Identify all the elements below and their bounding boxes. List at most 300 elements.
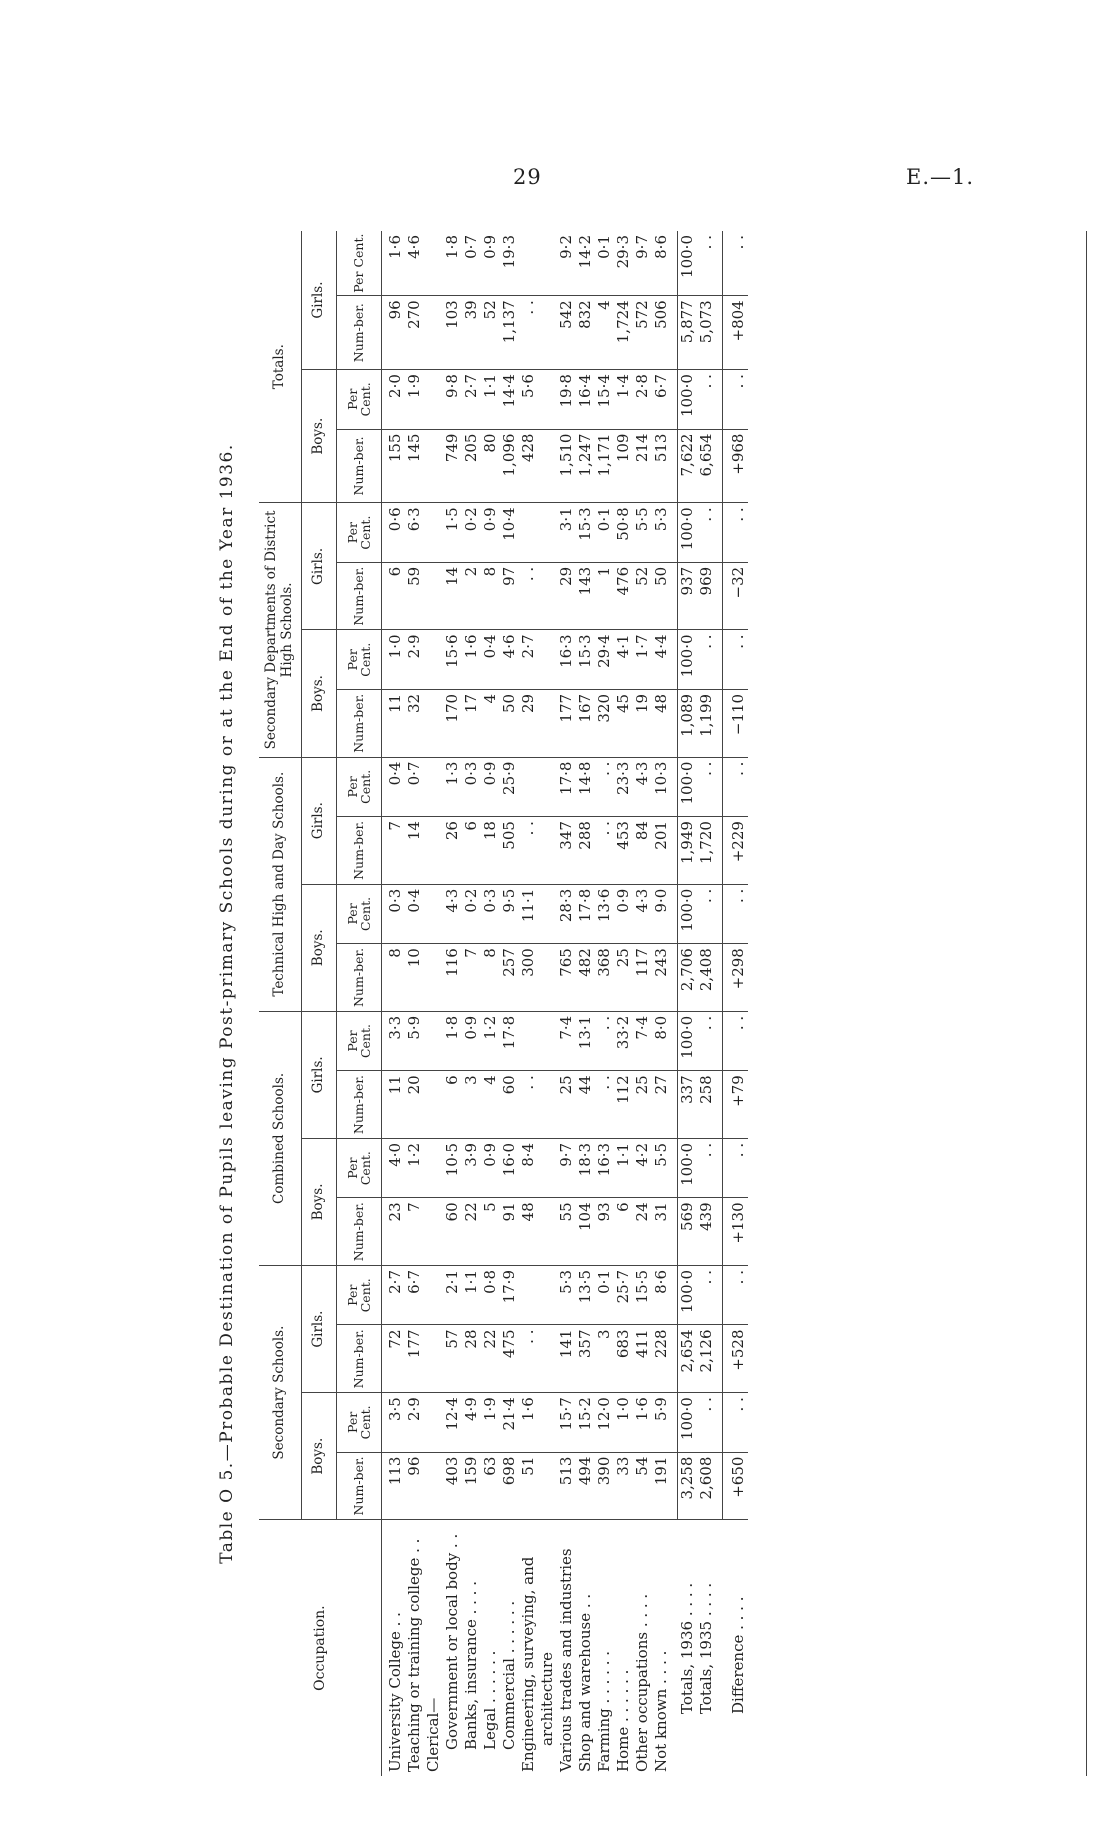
number-cell: 1,199 <box>697 689 716 757</box>
number-cell: 513 <box>652 429 671 503</box>
percent-cell <box>519 1266 538 1326</box>
number-cell: 44 <box>576 1071 595 1139</box>
percent-cell <box>538 503 557 563</box>
percent-cell: 100·0 <box>678 231 698 296</box>
number-cell <box>424 1325 443 1393</box>
number-cell <box>424 1071 443 1139</box>
percent-cell: 0·7 <box>462 231 481 296</box>
number-cell: +130 <box>723 1198 749 1266</box>
number-cell: 11 <box>382 1071 406 1139</box>
number-cell: 84 <box>633 817 652 885</box>
percent-column-header: Per Cent. <box>337 1266 382 1326</box>
group-header-technical: Technical High and Day Schools. <box>259 757 302 1011</box>
percent-cell <box>538 630 557 689</box>
occupation-label: Government or local body . . <box>443 1533 461 1750</box>
occupation-label: Totals, 1936 . . . . <box>677 1582 696 1714</box>
boys-subheader: Boys. <box>302 630 337 757</box>
percent-cell: . . <box>697 231 716 296</box>
number-cell: 403 <box>443 1452 462 1520</box>
number-cell: 390 <box>595 1452 614 1520</box>
number-cell: 205 <box>462 429 481 503</box>
percent-cell: 4·4 <box>652 630 671 689</box>
percent-cell: 1·1 <box>614 1138 633 1197</box>
percent-cell: 4·0 <box>382 1138 406 1197</box>
percent-cell <box>424 1266 443 1326</box>
occupation-header: Occupation. <box>259 1520 382 1776</box>
table-row <box>576 231 595 1776</box>
percent-cell <box>538 1393 557 1452</box>
number-cell: 7 <box>405 1198 424 1266</box>
percent-cell <box>538 231 557 296</box>
number-cell: 1,137 <box>500 296 519 370</box>
number-cell: 11 <box>382 689 406 757</box>
number-cell: 5,073 <box>697 296 716 370</box>
number-cell: 93 <box>595 1198 614 1266</box>
percent-cell: 2·7 <box>519 630 538 689</box>
number-cell: 749 <box>443 429 462 503</box>
number-cell: 177 <box>557 689 576 757</box>
percent-cell: 16·0 <box>500 1138 519 1197</box>
number-cell: 1,720 <box>697 817 716 885</box>
percent-cell <box>519 503 538 563</box>
number-cell: +298 <box>723 944 749 1012</box>
number-cell: 300 <box>519 944 538 1012</box>
occupation-label: architecture <box>538 1651 556 1746</box>
percent-cell: . . <box>697 1393 716 1452</box>
percent-cell: 3·5 <box>382 1393 406 1452</box>
page-reference: E.—1. <box>906 165 975 189</box>
number-cell: 96 <box>382 296 406 370</box>
occupation-label: Home . . . . . . <box>614 1669 632 1772</box>
number-column-header: Num-ber. <box>337 562 382 630</box>
number-cell: 258 <box>697 1071 716 1139</box>
percent-cell: 4·3 <box>633 884 652 943</box>
percent-cell <box>424 884 443 943</box>
percent-cell: 0·1 <box>595 503 614 563</box>
percent-cell <box>519 1011 538 1070</box>
percent-cell: 0·9 <box>481 1138 500 1197</box>
destination-table <box>259 231 748 1776</box>
number-cell: 494 <box>576 1452 595 1520</box>
percent-cell: . . <box>697 370 716 429</box>
number-cell: +229 <box>723 817 749 885</box>
percent-cell: 13·6 <box>595 884 614 943</box>
percent-cell: 1·1 <box>462 1266 481 1326</box>
percent-cell: 11·1 <box>519 884 538 943</box>
number-cell: 4 <box>481 1071 500 1139</box>
percent-cell <box>538 370 557 429</box>
number-cell <box>424 429 443 503</box>
percent-cell: . . <box>723 503 749 563</box>
percent-cell: 0·9 <box>481 503 500 563</box>
percent-column-header: Per Cent. <box>337 1138 382 1197</box>
number-cell: 368 <box>595 944 614 1012</box>
percent-cell: 16·4 <box>576 370 595 429</box>
percent-cell <box>538 757 557 817</box>
occupation-label: Shop and warehouse . . <box>576 1593 594 1772</box>
number-cell: 4 <box>595 296 614 370</box>
percent-cell: 15·4 <box>595 370 614 429</box>
percent-cell: 1·0 <box>614 1393 633 1452</box>
table-row <box>723 231 749 1776</box>
number-cell: 453 <box>614 817 633 885</box>
percent-cell: 0·9 <box>614 884 633 943</box>
percent-cell: 0·7 <box>405 757 424 817</box>
number-cell: 25 <box>633 1071 652 1139</box>
number-cell <box>538 1325 557 1393</box>
percent-cell <box>424 370 443 429</box>
number-cell: 288 <box>576 817 595 885</box>
number-column-header: Num-ber. <box>337 296 382 370</box>
percent-cell: 4·6 <box>500 630 519 689</box>
number-cell: 96 <box>405 1452 424 1520</box>
percent-cell: 9·8 <box>443 370 462 429</box>
table-row <box>652 231 671 1776</box>
table-row <box>443 231 462 1776</box>
number-cell: 29 <box>519 689 538 757</box>
number-cell <box>538 944 557 1012</box>
percent-cell: 100·0 <box>678 1011 698 1070</box>
percent-cell: 2·7 <box>382 1266 406 1326</box>
girls-subheader: Girls. <box>302 1011 337 1138</box>
number-cell: 6 <box>382 562 406 630</box>
boys-subheader: Boys. <box>302 1138 337 1265</box>
percent-cell: . . <box>595 1011 614 1070</box>
girls-subheader: Girls. <box>302 757 337 884</box>
percent-cell: 50·8 <box>614 503 633 563</box>
percent-cell: 4·9 <box>462 1393 481 1452</box>
number-cell: 60 <box>443 1198 462 1266</box>
number-cell: 143 <box>576 562 595 630</box>
number-cell <box>538 1071 557 1139</box>
number-cell: 48 <box>519 1198 538 1266</box>
group-header-district-high: Secondary Departments of District High Schools. <box>259 503 302 757</box>
number-column-header: Num-ber. <box>337 1071 382 1139</box>
percent-cell: 12·0 <box>595 1393 614 1452</box>
percent-cell: 15·6 <box>443 630 462 689</box>
percent-cell: 6·7 <box>405 1266 424 1326</box>
number-cell: 765 <box>557 944 576 1012</box>
number-cell: 476 <box>614 562 633 630</box>
percent-cell: 100·0 <box>678 1266 698 1326</box>
occupation-label: Engineering, surveying, and <box>519 1556 537 1772</box>
percent-cell: 9·5 <box>500 884 519 943</box>
table-row <box>500 231 519 1776</box>
number-cell: 2,408 <box>697 944 716 1012</box>
percent-cell: 2·1 <box>443 1266 462 1326</box>
percent-cell: . . <box>697 503 716 563</box>
percent-cell: 2·9 <box>405 1393 424 1452</box>
percent-cell: 15·3 <box>576 503 595 563</box>
percent-cell <box>424 1011 443 1070</box>
number-cell: 52 <box>633 562 652 630</box>
percent-cell: 0·4 <box>405 884 424 943</box>
number-cell <box>424 689 443 757</box>
percent-cell: . . <box>723 1393 749 1452</box>
percent-cell: 17·8 <box>576 884 595 943</box>
number-cell: 51 <box>519 1452 538 1520</box>
table-row <box>462 231 481 1776</box>
percent-cell: . . <box>723 1011 749 1070</box>
number-cell: . . <box>595 817 614 885</box>
percent-cell: 10·5 <box>443 1138 462 1197</box>
number-cell <box>424 296 443 370</box>
number-cell: 18 <box>481 817 500 885</box>
percent-cell: 4·6 <box>405 231 424 296</box>
number-cell <box>538 429 557 503</box>
number-cell: 109 <box>614 429 633 503</box>
percent-cell: 0·4 <box>382 757 406 817</box>
number-cell: −32 <box>723 562 749 630</box>
number-cell: 347 <box>557 817 576 885</box>
percent-cell: . . <box>697 1138 716 1197</box>
percent-cell: 0·2 <box>462 884 481 943</box>
number-cell: 482 <box>576 944 595 1012</box>
number-cell: 439 <box>697 1198 716 1266</box>
percent-cell <box>424 1138 443 1197</box>
group-header-totals: Totals. <box>259 231 302 503</box>
number-cell: 320 <box>595 689 614 757</box>
table-row <box>405 231 424 1776</box>
page-number: 29 <box>513 165 542 189</box>
occupation-label: Other occupations . . . . <box>633 1593 651 1772</box>
percent-column-header: Per Cent. <box>337 1393 382 1452</box>
occupation-label: Totals, 1935 . . . . <box>697 1582 715 1714</box>
number-cell: 14 <box>443 562 462 630</box>
percent-cell: 17·8 <box>500 1011 519 1070</box>
number-cell: 54 <box>633 1452 652 1520</box>
number-cell: 5,877 <box>678 296 698 370</box>
percent-cell: 6·3 <box>405 503 424 563</box>
percent-cell: 14·4 <box>500 370 519 429</box>
table-row <box>614 231 633 1776</box>
percent-cell: . . <box>697 884 716 943</box>
number-cell: 31 <box>652 1198 671 1266</box>
number-cell <box>424 1452 443 1520</box>
percent-cell: 12·4 <box>443 1393 462 1452</box>
number-cell: . . <box>519 296 538 370</box>
percent-cell: 1·8 <box>443 1011 462 1070</box>
percent-cell: 0·8 <box>481 1266 500 1326</box>
number-cell: 7,622 <box>678 429 698 503</box>
percent-cell: 5·9 <box>652 1393 671 1452</box>
number-cell: 937 <box>678 562 698 630</box>
number-cell: 3 <box>595 1325 614 1393</box>
number-cell: 1 <box>595 562 614 630</box>
percent-cell: 1·6 <box>462 630 481 689</box>
number-cell: 257 <box>500 944 519 1012</box>
percent-column-header: Per Cent. <box>337 231 382 296</box>
percent-cell: . . <box>723 1266 749 1326</box>
number-cell: 2 <box>462 562 481 630</box>
number-cell: 117 <box>633 944 652 1012</box>
percent-cell: 2·9 <box>405 630 424 689</box>
percent-cell <box>538 1138 557 1197</box>
percent-cell: 21·4 <box>500 1393 519 1452</box>
occupation-label: Farming . . . . . . <box>595 1650 613 1772</box>
occupation-label: University College . . <box>385 1612 404 1772</box>
percent-cell: 1·9 <box>405 370 424 429</box>
number-cell: 26 <box>443 817 462 885</box>
number-cell: 214 <box>633 429 652 503</box>
percent-cell: 100·0 <box>678 503 698 563</box>
number-cell: 23 <box>382 1198 406 1266</box>
percent-cell: 0·9 <box>462 1011 481 1070</box>
number-cell: 6 <box>614 1198 633 1266</box>
number-cell: 17 <box>462 689 481 757</box>
number-cell: 4 <box>481 689 500 757</box>
percent-cell: 8·6 <box>652 1266 671 1326</box>
percent-cell <box>424 503 443 563</box>
number-cell: 1,510 <box>557 429 576 503</box>
number-cell: +650 <box>723 1452 749 1520</box>
occupation-label: Various trades and industries <box>557 1548 575 1772</box>
percent-cell: 15·3 <box>576 630 595 689</box>
number-cell: 2,706 <box>678 944 698 1012</box>
number-cell: 22 <box>462 1198 481 1266</box>
number-cell: . . <box>595 1071 614 1139</box>
percent-cell: . . <box>595 757 614 817</box>
percent-cell: 100·0 <box>678 1393 698 1452</box>
number-cell: . . <box>519 562 538 630</box>
number-cell: 3,258 <box>678 1452 698 1520</box>
percent-cell: 5·5 <box>633 503 652 563</box>
percent-cell: 3·3 <box>382 1011 406 1070</box>
percent-cell: 1·2 <box>405 1138 424 1197</box>
percent-cell: 8·6 <box>652 231 671 296</box>
table-row <box>481 231 500 1776</box>
number-cell: 505 <box>500 817 519 885</box>
percent-cell: 25·9 <box>500 757 519 817</box>
occupation-label: Commercial . . . . . . <box>500 1600 518 1750</box>
percent-cell: 7·4 <box>557 1011 576 1070</box>
number-cell: 201 <box>652 817 671 885</box>
percent-column-header: Per Cent. <box>337 884 382 943</box>
percent-cell: 13·1 <box>576 1011 595 1070</box>
table-row <box>697 231 716 1776</box>
number-cell: 2,654 <box>678 1325 698 1393</box>
rotated-table-region <box>217 231 1094 1776</box>
percent-column-header: Per Cent. <box>337 370 382 429</box>
percent-cell <box>424 630 443 689</box>
number-cell: 1,724 <box>614 296 633 370</box>
bottom-rule <box>1086 231 1087 1776</box>
number-cell: 59 <box>405 562 424 630</box>
number-cell: 50 <box>652 562 671 630</box>
percent-cell: 17·8 <box>557 757 576 817</box>
percent-cell: 19·8 <box>557 370 576 429</box>
percent-cell: 5·3 <box>557 1266 576 1326</box>
number-cell: 243 <box>652 944 671 1012</box>
percent-cell: 100·0 <box>678 757 698 817</box>
percent-cell: 33·2 <box>614 1011 633 1070</box>
number-cell: . . <box>519 1071 538 1139</box>
percent-cell: 1·3 <box>443 757 462 817</box>
number-cell <box>538 817 557 885</box>
percent-cell: 18·3 <box>576 1138 595 1197</box>
percent-cell: 1·1 <box>481 370 500 429</box>
occupation-label: Clerical— <box>424 1697 442 1772</box>
percent-cell: 0·1 <box>595 1266 614 1326</box>
boys-subheader: Boys. <box>302 1393 337 1520</box>
number-cell: 228 <box>652 1325 671 1393</box>
percent-cell: 17·9 <box>500 1266 519 1326</box>
number-cell: 103 <box>443 296 462 370</box>
percent-cell: 3·1 <box>557 503 576 563</box>
number-cell <box>538 1198 557 1266</box>
occupation-label: Difference . . . . <box>728 1596 747 1714</box>
number-cell <box>424 562 443 630</box>
number-cell: 7 <box>382 817 406 885</box>
boys-subheader: Boys. <box>302 884 337 1011</box>
number-cell: 7 <box>462 944 481 1012</box>
percent-cell: 1·6 <box>382 231 406 296</box>
percent-cell: 1·4 <box>614 370 633 429</box>
girls-subheader: Girls. <box>302 1266 337 1393</box>
number-cell: 5 <box>481 1198 500 1266</box>
number-cell: 2,126 <box>697 1325 716 1393</box>
percent-cell: 0·1 <box>595 231 614 296</box>
percent-cell <box>538 1266 557 1326</box>
number-cell: 22 <box>481 1325 500 1393</box>
percent-cell: 1·5 <box>443 503 462 563</box>
occupation-label: Teaching or training college . . <box>405 1538 423 1772</box>
table-row <box>678 231 698 1776</box>
percent-cell: 25·7 <box>614 1266 633 1326</box>
percent-cell: 4·3 <box>633 757 652 817</box>
percent-cell: . . <box>723 370 749 429</box>
percent-cell: . . <box>697 757 716 817</box>
percent-cell <box>424 757 443 817</box>
group-header-secondary: Secondary Schools. <box>259 1266 302 1520</box>
number-cell: 170 <box>443 689 462 757</box>
number-cell: 8 <box>382 944 406 1012</box>
percent-cell: 3·9 <box>462 1138 481 1197</box>
number-cell: 63 <box>481 1452 500 1520</box>
number-cell: . . <box>519 817 538 885</box>
table-row <box>382 231 406 1776</box>
number-cell: 57 <box>443 1325 462 1393</box>
percent-cell: 1·6 <box>633 1393 652 1452</box>
percent-cell: 2·0 <box>382 370 406 429</box>
percent-cell: 0·9 <box>481 231 500 296</box>
table-row <box>633 231 652 1776</box>
table-row <box>557 231 576 1776</box>
percent-cell: 8·0 <box>652 1011 671 1070</box>
number-cell: 113 <box>382 1452 406 1520</box>
percent-cell <box>538 884 557 943</box>
number-cell: 1,247 <box>576 429 595 503</box>
percent-cell: 0·3 <box>462 757 481 817</box>
number-cell: 2,608 <box>697 1452 716 1520</box>
number-cell: 167 <box>576 689 595 757</box>
boys-subheader: Boys. <box>302 370 337 503</box>
number-cell: 428 <box>519 429 538 503</box>
number-cell: 25 <box>557 1071 576 1139</box>
number-cell: . . <box>519 1325 538 1393</box>
percent-cell: 0·3 <box>481 884 500 943</box>
percent-cell: 9·2 <box>557 231 576 296</box>
number-cell: 1,089 <box>678 689 698 757</box>
group-header-combined: Combined Schools. <box>259 1011 302 1265</box>
percent-cell: 2·7 <box>462 370 481 429</box>
number-column-header: Num-ber. <box>337 689 382 757</box>
number-cell: 475 <box>500 1325 519 1393</box>
number-cell: 50 <box>500 689 519 757</box>
number-cell: 29 <box>557 562 576 630</box>
percent-cell: . . <box>723 630 749 689</box>
percent-cell: 4·1 <box>614 630 633 689</box>
